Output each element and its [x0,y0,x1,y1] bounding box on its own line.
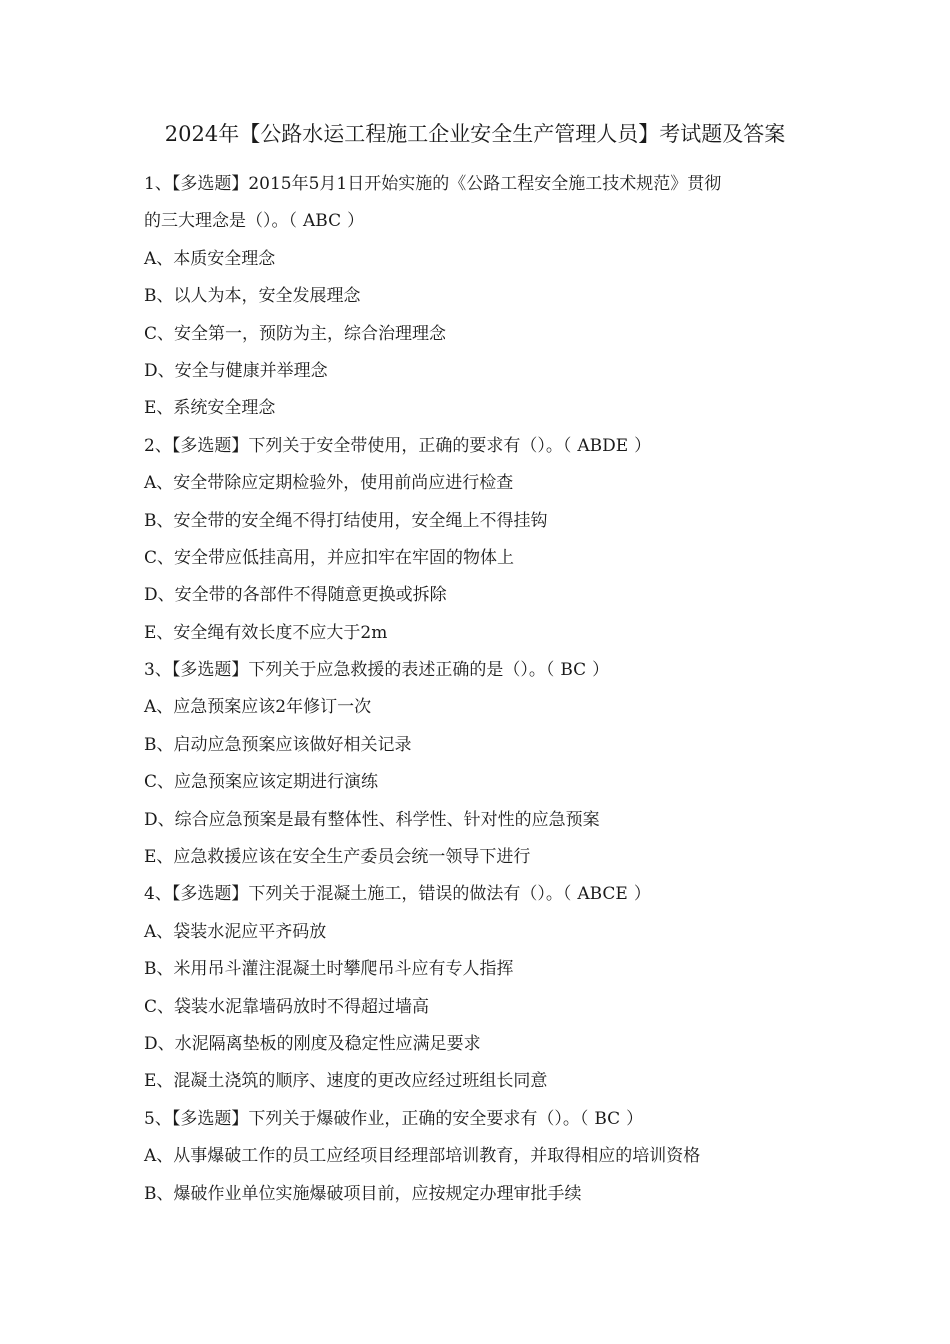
option-item: D、安全与健康并举理念 [144,360,328,381]
option-item: C、安全第一，预防为主，综合治理理念 [144,323,447,344]
question-stem-text: 1、【多选题】2015年5月1日开始实施的《公路工程安全施工技术规范》贯彻 [144,174,722,194]
option-item: B、爆破作业单位实施爆破项目前，应按规定办理审批手续 [144,1183,582,1204]
option-item: B、启动应急预案应该做好相关记录 [144,734,412,755]
option-item: D、安全带的各部件不得随意更换或拆除 [144,585,447,606]
option-item: A、本质安全理念 [144,248,276,269]
page-title: 2024年【公路水运工程施工企业安全生产管理人员】考试题及答案 [164,122,786,146]
answer-close: ） [347,211,365,232]
option-item: E、安全绳有效长度不应大于2m [144,622,388,643]
answer-key: ABCE [577,884,628,905]
answer-close: ） [626,1108,644,1129]
option-item: A、袋装水泥应平齐码放 [144,921,327,942]
option-item: B、米用吊斗灌注混凝土时攀爬吊斗应有专人指挥 [144,959,514,980]
question-stem-text: 4、【多选题】下列关于混凝土施工，错误的做法有（）。（ [144,884,572,905]
question-stem-text: 3、【多选题】下列关于应急救援的表述正确的是（）。（ [144,660,555,681]
option-item: A、从事爆破工作的员工应经项目经理部培训教育，并取得相应的培训资格 [144,1146,701,1167]
option-item: D、综合应急预案是最有整体性、科学性、针对性的应急预案 [144,809,600,830]
answer-key: BC [560,660,587,681]
answer-close: ） [634,435,652,456]
option-item: C、袋装水泥靠墙码放时不得超过墙高 [144,996,430,1017]
question-stem [144,166,824,203]
option-item: A、安全带除应定期检验外，使用前尚应进行检查 [144,473,514,494]
option-item: E、系统安全理念 [144,398,276,419]
answer-key: ABDE [577,435,629,456]
option-item: C、安全带应低挂高用，并应扣牢在牢固的物体上 [144,547,515,568]
answer-key: ABC [303,211,342,232]
question-stem-text: 5、【多选题】下列关于爆破作业，正确的安全要求有（）。（ [144,1108,589,1129]
option-item: B、安全带的安全绳不得打结使用，安全绳上不得挂钩 [144,510,548,531]
answer-close: ） [633,884,651,905]
question-stem [144,203,824,240]
question-list [144,166,824,1213]
option-item: B、以人为本，安全发展理念 [144,286,361,307]
option-item: C、应急预案应该定期进行演练 [144,772,379,793]
question-stem [144,876,824,913]
question-stem [144,1101,824,1138]
option-item: E、应急救援应该在安全生产委员会统一领导下进行 [144,847,531,868]
question-stem [144,428,824,465]
question-stem [144,652,824,689]
question-stem-text: 2、【多选题】下列关于安全带使用，正确的要求有（）。（ [144,435,572,456]
option-item: A、应急预案应该2年修订一次 [144,697,372,718]
option-item: E、混凝土浇筑的顺序、速度的更改应经过班组长同意 [144,1071,548,1092]
answer-key: BC [594,1108,621,1129]
option-item: D、水泥隔离垫板的刚度及稳定性应满足要求 [144,1033,481,1054]
answer-close: ） [592,660,610,681]
question-stem-text: 的三大理念是（）。（ [144,211,297,232]
